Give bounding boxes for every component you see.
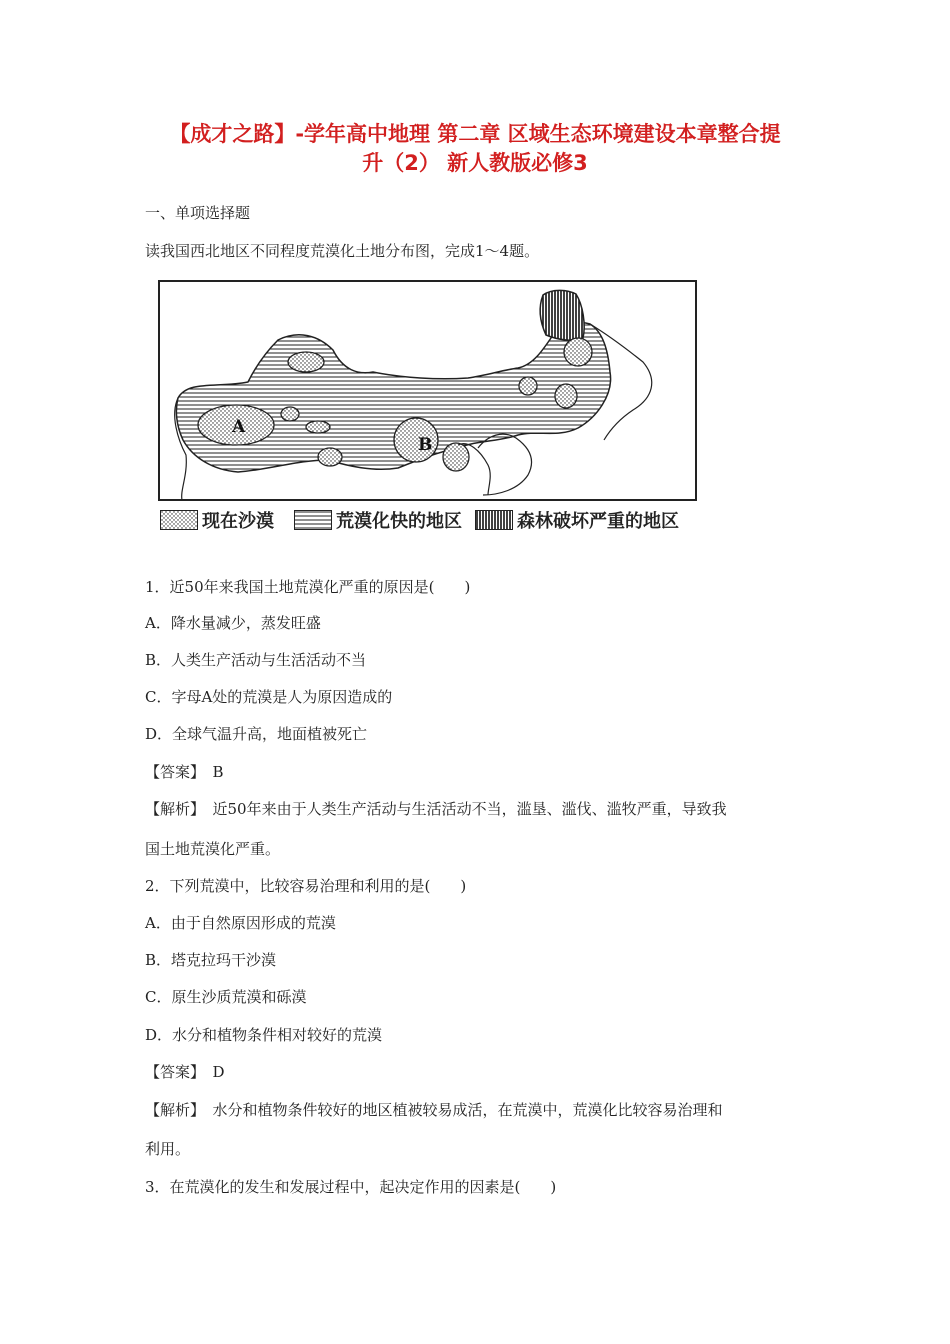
question-1-option-b: B．人类生产活动与生活活动不当: [145, 651, 367, 669]
legend-item-desertification: [294, 507, 462, 533]
desert-5: [519, 377, 537, 395]
forest-destruction-region: [540, 290, 584, 340]
section-heading: 一、单项选择题: [145, 204, 251, 222]
legend-swatch-dots: [160, 510, 198, 530]
question-1-analysis-line-1: 【解析】 近50年来由于人类生产活动与生活活动不当，滥垦、滥伐、滥牧严重，导致我: [145, 800, 727, 818]
question-1-answer: 【答案】 B: [145, 763, 224, 781]
question-2-option-a: A．由于自然原因形成的荒漠: [145, 914, 336, 932]
desert-north: [288, 352, 324, 372]
legend-item-forest: [475, 507, 679, 533]
question-1-analysis-line-2: 国土地荒漠化严重。: [145, 840, 281, 858]
legend-item-desert: [160, 507, 274, 533]
map-legend: [160, 505, 720, 535]
title-line-1: 【成才之路】-学年高中地理 第二章 区域生态环境建设本章整合提: [169, 122, 781, 146]
question-2-analysis-line-2: 利用。: [145, 1140, 191, 1158]
legend-label-desert: 现在沙漠: [202, 511, 274, 532]
question-2-answer: 【答案】 D: [145, 1063, 225, 1081]
title-line-2: 升（2） 新人教版必修3: [362, 151, 588, 175]
desert-2: [306, 421, 330, 433]
legend-swatch-vlines: [475, 510, 513, 530]
desert-1: [281, 407, 299, 421]
question-1-option-c: C．字母A处的荒漠是人为原因造成的: [145, 688, 393, 706]
question-1-option-d: D．全球气温升高，地面植被死亡: [145, 725, 368, 743]
desert-6: [555, 384, 577, 408]
question-3-stem: 3．在荒漠化的发生和发展过程中，起决定作用的因素是( ): [145, 1178, 557, 1196]
map-label-a: A: [232, 417, 246, 437]
question-2-option-c: C．原生沙质荒漠和砾漠: [145, 988, 307, 1006]
legend-label-forest: 森林破坏严重的地区: [517, 511, 679, 532]
legend-swatch-hlines: [294, 510, 332, 530]
intro-text: 读我国西北地区不同程度荒漠化土地分布图，完成1～4题。: [145, 242, 540, 260]
desertification-map: [158, 280, 698, 502]
question-1-option-a: A．降水量减少，蒸发旺盛: [145, 614, 321, 632]
legend-label-desertification: 荒漠化快的地区: [336, 511, 462, 532]
desert-7: [564, 338, 592, 366]
question-2-stem: 2．下列荒漠中，比较容易治理和利用的是( ): [145, 877, 467, 895]
question-2-analysis-line-1: 【解析】 水分和植物条件较好的地区植被较易成活，在荒漠中，荒漠化比较容易治理和: [145, 1101, 723, 1119]
desert-4: [443, 443, 469, 471]
desert-3: [318, 448, 342, 466]
question-2-option-d: D．水分和植物条件相对较好的荒漠: [145, 1026, 383, 1044]
question-1-stem: 1．近50年来我国土地荒漠化严重的原因是( ): [145, 578, 471, 596]
map-label-b: B: [418, 435, 433, 455]
document-title: [100, 120, 850, 178]
question-2-option-b: B．塔克拉玛干沙漠: [145, 951, 277, 969]
